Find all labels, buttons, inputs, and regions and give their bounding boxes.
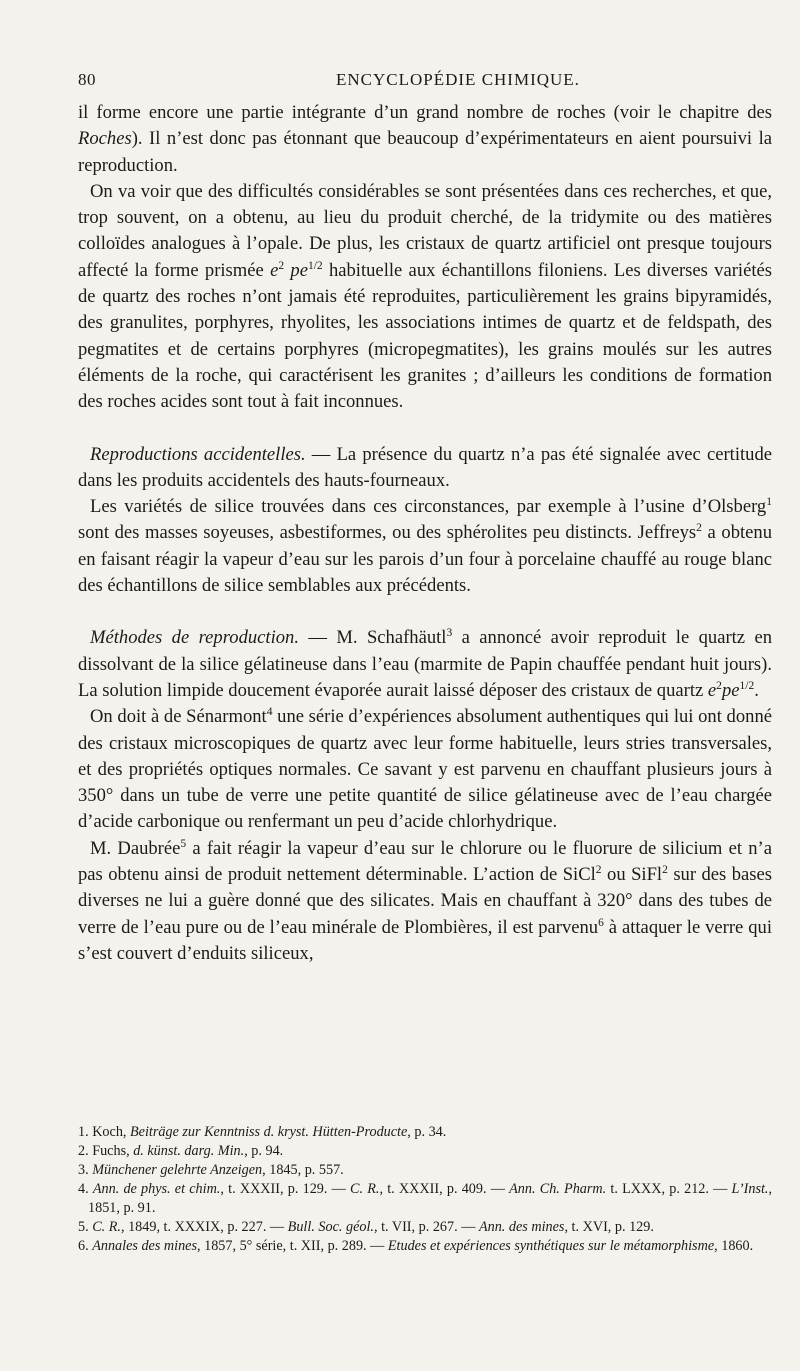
page-header <box>78 70 772 100</box>
body-text <box>78 100 772 967</box>
paragraph-daubree: M. Daubrée$^5$ a fait réagir la vapeur d’eau sur le chlorure ou le fluorure de silicium et n’a pas obtenu ainsi de produit nettement déterminable. L’action de SiCl$^2$ ou SiFl$^2$ sur des bases diverses ne lui a guère donné que des silicates. Mais en chauffant à 320° dans des tubes de verre de l’eau pure ou de l’eau minérale de Plombières, il est parvenu$^6$ à attaquer le verre qui s’est couvert d’enduits siliceux, <box>78 837 773 964</box>
footnote-3: 3. Münchener gelehrte Anzeigen, 1845, p. 557. <box>78 1162 344 1178</box>
footnote-6: 6. Annales des mines, 1857, 5° série, t. XII, p. 289. — Etudes et expériences synthétiques sur le métamorphisme, 1860. <box>78 1238 754 1254</box>
footnote-2: 2. Fuchs, d. künst. darg. Min., p. 94. <box>78 1143 284 1159</box>
footnote-5: 5. C. R., 1849, t. XXXIX, p. 227. — Bull. Soc. géol., t. VII, p. 267. — Ann. des mines, t. XVI, p. 129. <box>78 1219 654 1235</box>
running-title: ENCYCLOPÉDIE CHIMIQUE. <box>336 70 580 89</box>
footnotes <box>78 1123 772 1256</box>
section-heading-accidental: Reproductions accidentelles. <box>90 443 306 465</box>
section-heading-methods: Méthodes de reproduction. <box>90 627 299 649</box>
paragraph-reproduction-methods: Méthodes de reproduction. — M. Schafhäutl$^3$ a annoncé avoir reproduit le quartz en dissolvant de la silice gélatineuse dans l’eau (marmite de Papin chauffée pendant huit jours). La solution limpide doucement évaporée aurait laissé déposer des cristaux de quartz $e^2pe^{1/2}$. <box>78 627 773 701</box>
page-number: 80 <box>78 70 96 89</box>
paragraph-difficulties: On va voir que des difficultés considérables se sont présentées dans ces recherches, et que, trop souvent, on a obtenu, au lieu du produit cherché, de la tridymite ou des matières colloïdes analogues à l’opale. De plus, les cristaux de quartz artificiel ont presque toujours affecté la forme prismée $e^2$ $pe^{1/2}$ habituelle aux échantillons filoniens. Les diverses variétés de quartz des roches n’ont jamais été reproduites, particulièrement les grains bipyramidés, des granulites, porphyres, rhyolites, les associations intimes de quartz et de feldspath, des pegmatites et de certains porphyres (micropegmatites), les grains moulés sur les autres éléments de la roche, qui caractérisent les granites ; d’ailleurs les conditions de formation des roches acides sont tout à fait inconnues. <box>78 180 772 413</box>
paragraph-silica-varieties: Les variétés de silice trouvées dans ces circonstances, par exemple à l’usine d’Olsberg$^1$ sont des masses soyeuses, asbestiformes, ou des sphérolites peu distincts. Jeffreys$^2$ a obtenu en faisant réagir la vapeur d’eau sur les parois d’un four à porcelaine chauffé au rouge blanc des échantillons de silice semblables aux précédents. <box>78 495 773 597</box>
paragraph-accidental-reproductions: Reproductions accidentelles. — La présence du quartz n’a pas été signalée avec certitude dans les produits accidentels des hauts-fourneaux. <box>78 443 773 491</box>
footnote-1: 1. Koch, Beiträge zur Kenntniss d. kryst. Hütten-Producte, p. 34. <box>78 1124 447 1140</box>
paragraph-senarmont: On doit à de Sénarmont$^4$ une série d’expériences absolument authentiques qui lui ont donné des cristaux microscopiques de quartz avec leur forme habituelle, leurs stries transversales, et des propriétés optiques normales. Ce savant y est parvenu en chauffant plusieurs jours à 350° dans un tube de verre une petite quantité de silice gélatineuse avec de l’eau chargée d’acide carbonique ou renfermant un peu d’acide chlorhydrique. <box>78 706 772 833</box>
paragraph-intro: il forme encore une partie intégrante d’un grand nombre de roches (voir le chapitre des Roches). Il n’est donc pas étonnant que beaucoup d’expérimentateurs en aient poursuivi la reproduction. <box>78 102 772 176</box>
footnote-4: 4. Ann. de phys. et chim., t. XXXII, p. 129. — C. R., t. XXXII, p. 409. — Ann. Ch. Pharm. t. LXXX, p. 212. — L’Inst., 1851, p. 91. <box>78 1181 772 1216</box>
